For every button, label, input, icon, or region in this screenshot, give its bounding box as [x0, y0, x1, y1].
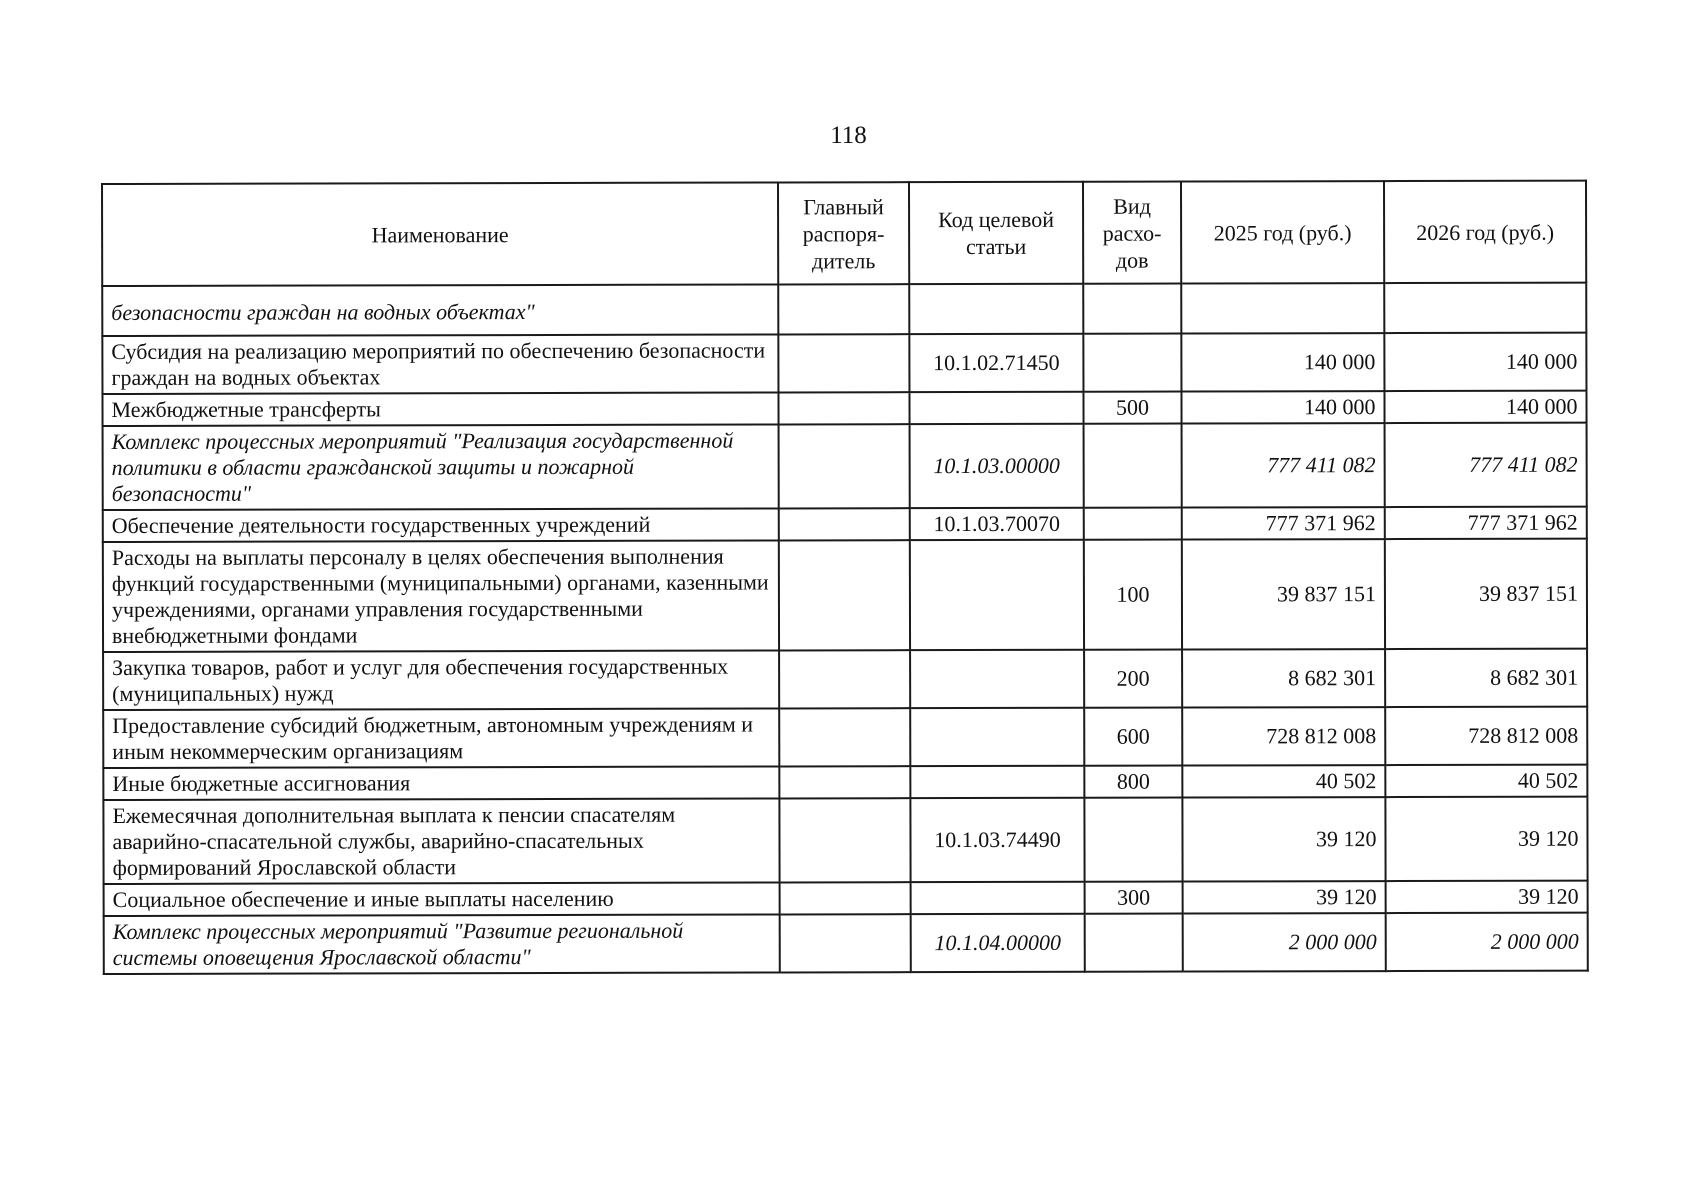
header-owner-label: Главный распоря-дитель: [802, 193, 885, 273]
row-code: 10.1.03.00000: [910, 424, 1084, 508]
row-2025: 140 000: [1181, 391, 1384, 423]
row-kind: 300: [1085, 882, 1183, 914]
row-name: Обеспечение деятельности государственных учреждений: [103, 508, 779, 542]
header-2025: 2025 год (руб.): [1181, 181, 1384, 283]
table-header-row: [102, 181, 1586, 286]
row-2025: 777 371 962: [1182, 507, 1385, 539]
table-row: [103, 707, 1587, 768]
row-owner: [779, 540, 910, 650]
header-owner: [778, 182, 909, 284]
row-code: [911, 882, 1085, 914]
row-owner: [780, 882, 911, 914]
row-2025: 39 120: [1182, 797, 1385, 881]
row-owner: [778, 334, 909, 392]
table-row: [102, 333, 1586, 394]
row-2025: 39 120: [1183, 881, 1386, 913]
row-code: [909, 284, 1083, 334]
table-row: [103, 539, 1587, 652]
row-2025: 777 411 082: [1182, 423, 1385, 507]
table-body: [102, 283, 1588, 974]
row-2026: [1384, 283, 1586, 333]
row-owner: [778, 284, 909, 334]
row-2026: 8 682 301: [1385, 649, 1587, 707]
row-2026: 728 812 008: [1385, 707, 1587, 765]
row-kind: [1083, 334, 1181, 392]
table-row: [104, 881, 1588, 916]
row-2026: 39 120: [1385, 797, 1587, 881]
row-code: [910, 766, 1084, 798]
row-kind: 100: [1084, 540, 1182, 650]
header-kind: Вид расхо-дов: [1083, 182, 1181, 284]
row-kind: 800: [1084, 766, 1182, 798]
row-name: Закупка товаров, работ и услуг для обеспечения государственных (муниципальных) нужд: [103, 650, 779, 710]
row-code: [910, 650, 1084, 708]
table-row: [102, 283, 1586, 336]
row-code: [909, 392, 1083, 424]
row-kind: [1085, 914, 1183, 972]
row-kind: 200: [1084, 650, 1182, 708]
table-row: [102, 391, 1586, 426]
budget-table: [101, 180, 1589, 975]
table-row: [103, 423, 1587, 510]
table-row: [103, 797, 1587, 884]
header-2026: 2026 год (руб.): [1384, 181, 1586, 283]
header-code: Код целевой статьи: [909, 182, 1083, 284]
row-name: Субсидия на реализацию мероприятий по обеспечению безопасности граждан на водных объектах: [102, 334, 778, 394]
row-kind: [1083, 284, 1181, 334]
row-name: Комплекс процессных мероприятий "Развитие региональной системы оповещения Ярославской области": [104, 914, 780, 974]
table-row: [103, 507, 1587, 542]
row-name: Межбюджетные трансферты: [102, 392, 778, 426]
row-2026: 777 411 082: [1385, 423, 1587, 507]
header-name: Наименование: [102, 182, 778, 286]
row-code: [910, 540, 1084, 650]
row-owner: [780, 914, 911, 972]
row-name: Предоставление субсидий бюджетным, автономным учреждениям и иным некоммерческим организациям: [103, 708, 779, 768]
row-name: Иные бюджетные ассигнования: [103, 766, 779, 800]
row-owner: [779, 508, 910, 540]
row-2026: 777 371 962: [1385, 507, 1587, 539]
row-2026: 140 000: [1384, 391, 1586, 423]
row-2025: 39 837 151: [1182, 539, 1385, 649]
row-kind: [1084, 508, 1182, 540]
row-2026: 2 000 000: [1386, 913, 1588, 971]
row-2025: [1181, 283, 1384, 333]
row-kind: [1084, 798, 1182, 882]
row-2026: 140 000: [1384, 333, 1586, 391]
row-code: [910, 708, 1084, 766]
row-name: Социальное обеспечение и иные выплаты населению: [104, 882, 780, 916]
row-2026: 39 837 151: [1385, 539, 1587, 649]
row-2025: 40 502: [1182, 765, 1385, 797]
row-name: Комплекс процессных мероприятий "Реализация государственной политики в области гражданской защиты и пожарной безопасности": [103, 424, 779, 510]
table-row: [103, 649, 1587, 710]
row-code: 10.1.03.74490: [910, 798, 1084, 882]
row-owner: [779, 424, 910, 508]
row-kind: [1084, 424, 1182, 508]
row-kind: 600: [1084, 708, 1182, 766]
row-kind: 500: [1083, 392, 1181, 424]
page-number: 118: [830, 122, 867, 149]
row-owner: [779, 650, 910, 708]
table-row: [104, 913, 1588, 974]
row-code: 10.1.02.71450: [909, 334, 1083, 392]
row-owner: [779, 766, 910, 798]
row-name: безопасности граждан на водных объектах": [102, 284, 778, 336]
row-2025: 140 000: [1181, 333, 1384, 391]
row-owner: [779, 708, 910, 766]
row-2025: 8 682 301: [1182, 649, 1385, 707]
row-owner: [778, 392, 909, 424]
row-name: Ежемесячная дополнительная выплата к пенсии спасателям аварийно-спасательной службы, аварийно-спасательных формирований Ярославской области: [103, 798, 779, 884]
row-code: 10.1.04.00000: [911, 914, 1085, 972]
row-2025: 2 000 000: [1183, 913, 1386, 971]
table-row: [103, 765, 1587, 800]
row-owner: [779, 798, 910, 882]
row-code: 10.1.03.70070: [910, 508, 1084, 540]
row-2026: 40 502: [1385, 765, 1587, 797]
row-2025: 728 812 008: [1182, 707, 1385, 765]
row-name: Расходы на выплаты персоналу в целях обеспечения выполнения функций государственными (муниципальными) органами, казенными учреждениями, органами управления государственными внебюджетными фондами: [103, 540, 779, 652]
row-2026: 39 120: [1386, 881, 1588, 913]
